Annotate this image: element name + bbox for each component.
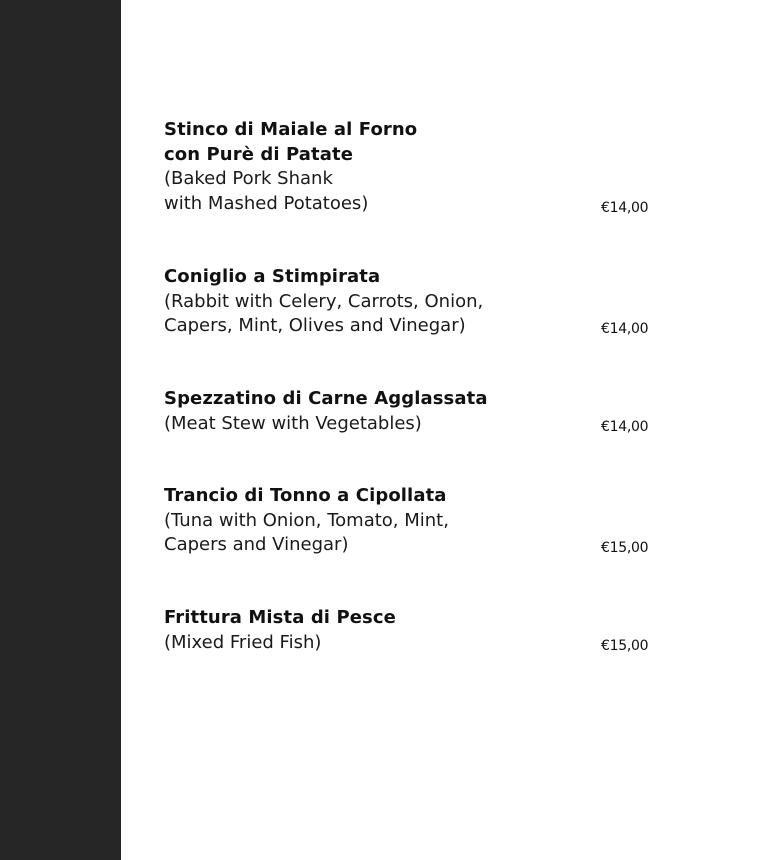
menu-item-name — [164, 265, 664, 290]
menu-item-name-line: con Purè di Patate — [164, 143, 354, 165]
menu-item-description-line: (Meat Stew with Vegetables) — [164, 412, 422, 434]
menu-item-description-line: (Tuna with Onion, Tomato, Mint, — [164, 509, 449, 531]
menu-item — [164, 606, 664, 655]
menu-item-description-line: (Mixed Fried Fish) — [164, 631, 322, 653]
menu-item-description-line: Capers and Vinegar) — [164, 534, 349, 555]
sidebar-band — [0, 0, 121, 860]
menu-item-description-line: (Rabbit with Celery, Carrots, Onion, — [164, 290, 484, 312]
menu-item-description-line: (Baked Pork Shank — [164, 168, 333, 189]
menu-item-name-line: Spezzatino di Carne Agglassata — [164, 388, 488, 409]
menu-item-price: €15,00 — [601, 638, 649, 654]
menu-item-name-line: Stinco di Maiale al Forno — [164, 119, 418, 140]
menu-item — [164, 118, 664, 216]
menu-item-name — [164, 484, 664, 509]
menu-item — [164, 265, 664, 339]
menu-item-description-line: Capers, Mint, Olives and Vinegar) — [164, 315, 466, 336]
menu-item-price: €14,00 — [601, 419, 649, 435]
menu-item-name — [164, 606, 664, 631]
menu-item-description — [164, 412, 664, 437]
menu-item-price: €14,00 — [601, 321, 649, 337]
menu-item-name — [164, 387, 664, 412]
menu-item-name-line: Frittura Mista di Pesce — [164, 607, 396, 628]
menu-item — [164, 387, 664, 436]
menu-item-price: €14,00 — [601, 200, 649, 216]
menu-item-name — [164, 118, 664, 167]
menu-item-name-line: Trancio di Tonno a Cipollata — [164, 485, 447, 506]
menu-item-name-line: Coniglio a Stimpirata — [164, 266, 381, 287]
menu-item — [164, 484, 664, 558]
menu-item-description — [164, 290, 664, 339]
menu-item-description — [164, 631, 664, 656]
menu-item-description — [164, 509, 664, 558]
menu-item-description — [164, 167, 664, 216]
menu-item-description-line: with Mashed Potatoes) — [164, 192, 369, 214]
menu-item-price: €15,00 — [601, 540, 649, 556]
